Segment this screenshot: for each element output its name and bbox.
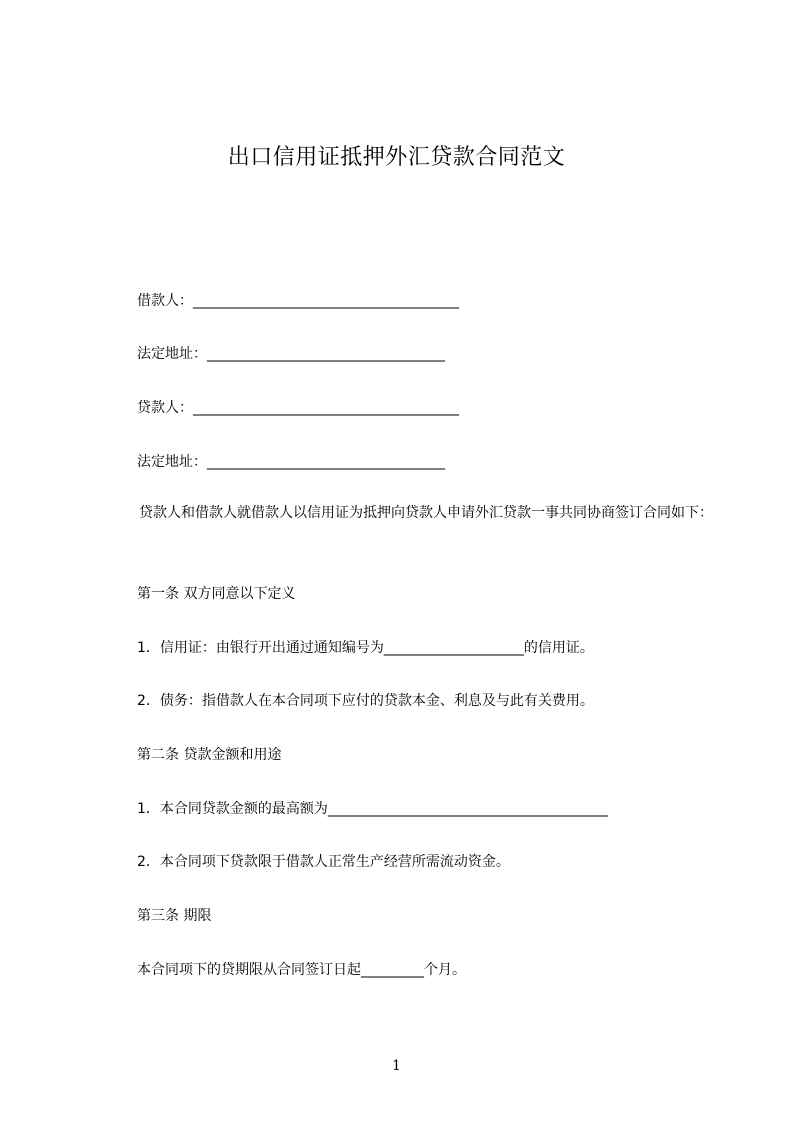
article-3-heading: 第三条 期限 <box>137 908 212 924</box>
document-title: 出口信用证抵押外汇贷款合同范文 <box>227 145 566 170</box>
article-1-item-2: 2．债务：指借款人在本合同项下应付的贷款本金、利息及与此有关费用。 <box>137 693 594 709</box>
borrower-address-line: 法定地址：__________________________________ <box>137 346 445 362</box>
page-number: 1 <box>392 1058 401 1074</box>
preamble-paragraph: 贷款人和借款人就借款人以信用证为抵押向贷款人申请外汇贷款一事共同协商签订合同如下： <box>139 505 713 521</box>
lender-line: 贷款人：______________________________________ <box>137 400 459 416</box>
article-2-item-1: 1．本合同贷款金额的最高额为________________________________________ <box>137 801 608 817</box>
article-1-item-1: 1．信用证：由银行开出通过通知编号为____________________的信用证。 <box>137 640 594 656</box>
borrower-line: 借款人：______________________________________ <box>137 293 459 309</box>
lender-address-line: 法定地址：__________________________________ <box>137 454 445 470</box>
article-2-heading: 第二条 贷款金额和用途 <box>137 747 282 763</box>
article-3-text: 本合同项下的贷期限从合同签订日起_________个月。 <box>137 962 466 978</box>
article-2-item-2: 2．本合同项下贷款限于借款人正常生产经营所需流动资金。 <box>137 854 510 870</box>
article-1-heading: 第一条 双方同意以下定义 <box>137 586 296 602</box>
